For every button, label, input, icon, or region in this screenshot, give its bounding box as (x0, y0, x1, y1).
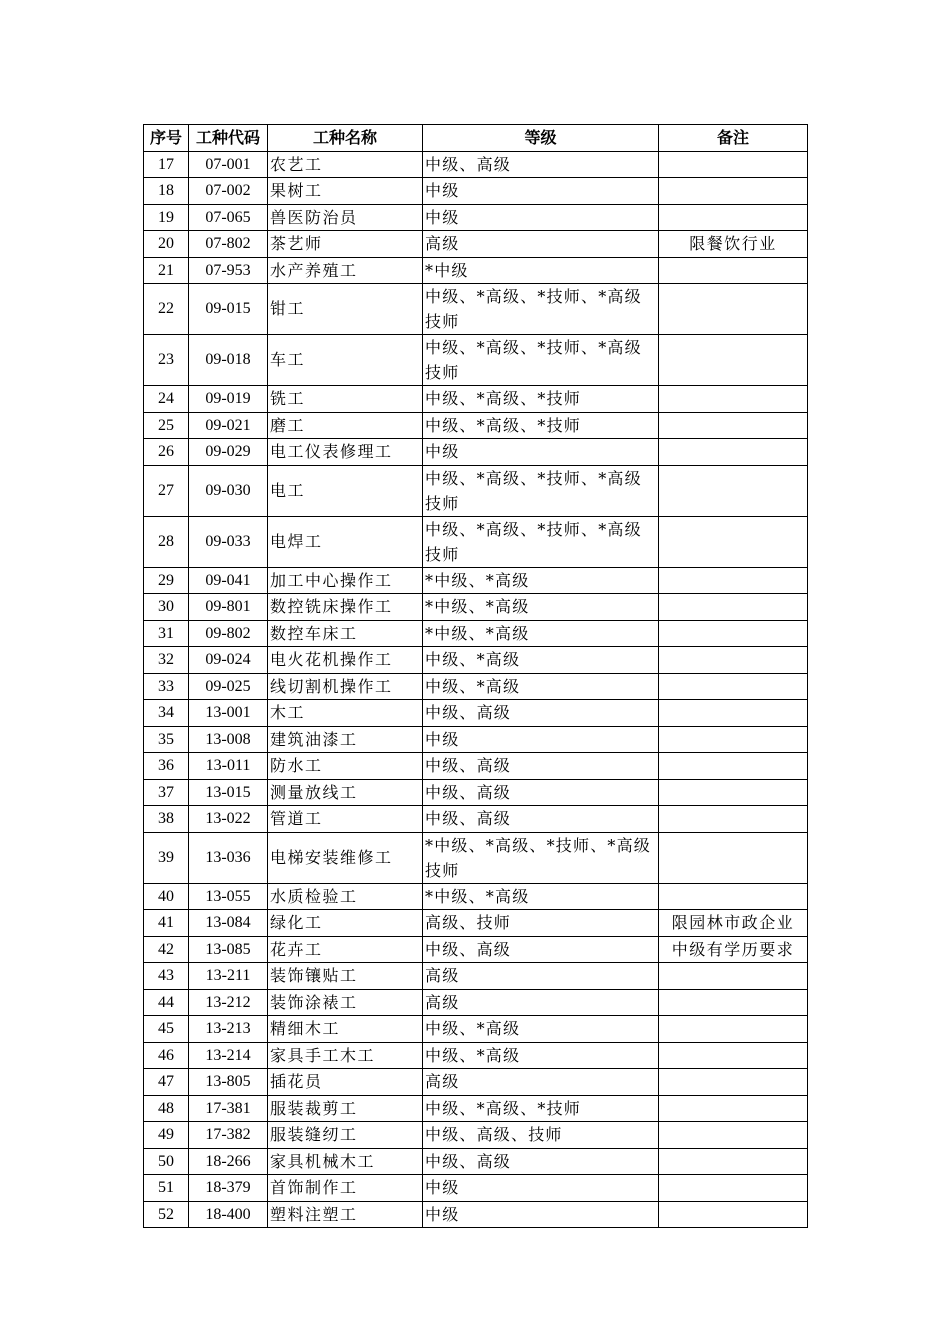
cell-remarks (659, 673, 808, 700)
cell-remarks (659, 963, 808, 990)
cell-occupation-name: 数控铣床操作工 (268, 594, 423, 621)
cell-grade: 中级、高级 (423, 700, 659, 727)
cell-grade: 中级、*高级、*技师 (423, 386, 659, 413)
cell-occupation-name: 家具手工木工 (268, 1042, 423, 1069)
cell-grade: *中级、*高级 (423, 620, 659, 647)
table-body (144, 151, 808, 1228)
table-row (144, 620, 808, 647)
header-occupation-name: 工种名称 (268, 125, 423, 152)
cell-grade: 中级、高级 (423, 1148, 659, 1175)
cell-serial-number: 51 (144, 1175, 189, 1202)
cell-occupation-name: 果树工 (268, 178, 423, 205)
cell-grade: 中级、*高级、*技师 (423, 1095, 659, 1122)
cell-remarks (659, 1122, 808, 1149)
header-remarks: 备注 (659, 125, 808, 152)
cell-occupation-code: 07-953 (189, 257, 268, 284)
cell-remarks (659, 567, 808, 594)
cell-occupation-name: 水产养殖工 (268, 257, 423, 284)
cell-occupation-code: 09-025 (189, 673, 268, 700)
cell-occupation-name: 车工 (268, 335, 423, 386)
cell-serial-number: 41 (144, 910, 189, 937)
cell-grade: 中级、高级 (423, 753, 659, 780)
table-row (144, 883, 808, 910)
cell-remarks (659, 412, 808, 439)
cell-occupation-name: 服装裁剪工 (268, 1095, 423, 1122)
header-grade: 等级 (423, 125, 659, 152)
cell-occupation-code: 13-214 (189, 1042, 268, 1069)
cell-serial-number: 18 (144, 178, 189, 205)
cell-serial-number: 32 (144, 647, 189, 674)
cell-occupation-name: 茶艺师 (268, 231, 423, 258)
cell-occupation-name: 铣工 (268, 386, 423, 413)
table-row (144, 257, 808, 284)
cell-occupation-code: 09-015 (189, 284, 268, 335)
cell-grade: 中级、高级 (423, 779, 659, 806)
cell-occupation-code: 13-055 (189, 883, 268, 910)
cell-grade: *中级、*高级 (423, 594, 659, 621)
cell-occupation-code: 13-213 (189, 1016, 268, 1043)
cell-occupation-code: 13-011 (189, 753, 268, 780)
cell-remarks (659, 779, 808, 806)
table-row (144, 989, 808, 1016)
cell-remarks (659, 1095, 808, 1122)
cell-occupation-name: 钳工 (268, 284, 423, 335)
cell-occupation-name: 绿化工 (268, 910, 423, 937)
cell-occupation-code: 13-022 (189, 806, 268, 833)
cell-grade: 中级、*高级 (423, 1042, 659, 1069)
cell-occupation-name: 建筑油漆工 (268, 726, 423, 753)
table-row (144, 936, 808, 963)
table-row (144, 779, 808, 806)
cell-occupation-code: 09-041 (189, 567, 268, 594)
cell-serial-number: 37 (144, 779, 189, 806)
cell-occupation-code: 13-001 (189, 700, 268, 727)
cell-occupation-code: 13-036 (189, 832, 268, 883)
cell-occupation-code: 09-802 (189, 620, 268, 647)
cell-serial-number: 25 (144, 412, 189, 439)
header-occupation-code: 工种代码 (189, 125, 268, 152)
cell-remarks (659, 832, 808, 883)
table-row (144, 465, 808, 516)
cell-occupation-name: 电工 (268, 465, 423, 516)
cell-remarks (659, 1201, 808, 1228)
table-row (144, 806, 808, 833)
cell-occupation-code: 18-400 (189, 1201, 268, 1228)
cell-occupation-name: 管道工 (268, 806, 423, 833)
cell-grade: 中级、*高级、*技师、*高级技师 (423, 516, 659, 567)
cell-occupation-name: 插花员 (268, 1069, 423, 1096)
table-row (144, 204, 808, 231)
cell-remarks (659, 1148, 808, 1175)
cell-occupation-code: 07-065 (189, 204, 268, 231)
cell-serial-number: 47 (144, 1069, 189, 1096)
table-row (144, 963, 808, 990)
cell-occupation-code: 13-084 (189, 910, 268, 937)
cell-serial-number: 29 (144, 567, 189, 594)
cell-grade: 中级、*高级、*技师、*高级技师 (423, 465, 659, 516)
cell-occupation-name: 装饰涂裱工 (268, 989, 423, 1016)
cell-grade: 中级、*高级 (423, 647, 659, 674)
cell-grade: 中级、高级 (423, 936, 659, 963)
cell-occupation-name: 电焊工 (268, 516, 423, 567)
table-row (144, 1175, 808, 1202)
cell-remarks (659, 726, 808, 753)
cell-grade: 中级 (423, 1201, 659, 1228)
cell-occupation-code: 07-001 (189, 151, 268, 178)
cell-occupation-code: 18-379 (189, 1175, 268, 1202)
occupation-grade-table (143, 124, 808, 1228)
cell-remarks (659, 753, 808, 780)
cell-remarks (659, 883, 808, 910)
cell-serial-number: 33 (144, 673, 189, 700)
table-row (144, 335, 808, 386)
cell-serial-number: 38 (144, 806, 189, 833)
cell-occupation-code: 13-211 (189, 963, 268, 990)
cell-occupation-name: 电梯安装维修工 (268, 832, 423, 883)
table-row (144, 1016, 808, 1043)
cell-occupation-code: 17-381 (189, 1095, 268, 1122)
cell-remarks (659, 386, 808, 413)
cell-grade: 高级 (423, 1069, 659, 1096)
cell-remarks (659, 178, 808, 205)
cell-occupation-name: 塑料注塑工 (268, 1201, 423, 1228)
table-row (144, 1201, 808, 1228)
cell-remarks (659, 1016, 808, 1043)
table-row (144, 647, 808, 674)
cell-remarks (659, 1042, 808, 1069)
cell-serial-number: 49 (144, 1122, 189, 1149)
cell-grade: 中级、高级、技师 (423, 1122, 659, 1149)
cell-occupation-name: 防水工 (268, 753, 423, 780)
cell-grade: 中级、高级 (423, 151, 659, 178)
cell-grade: *中级、*高级、*技师、*高级技师 (423, 832, 659, 883)
cell-grade: *中级 (423, 257, 659, 284)
cell-occupation-name: 精细木工 (268, 1016, 423, 1043)
cell-occupation-code: 17-382 (189, 1122, 268, 1149)
table-row (144, 439, 808, 466)
cell-occupation-name: 水质检验工 (268, 883, 423, 910)
cell-serial-number: 43 (144, 963, 189, 990)
cell-occupation-name: 磨工 (268, 412, 423, 439)
cell-occupation-name: 花卉工 (268, 936, 423, 963)
cell-grade: *中级、*高级 (423, 567, 659, 594)
table-row (144, 1042, 808, 1069)
cell-remarks (659, 151, 808, 178)
table-row (144, 726, 808, 753)
cell-occupation-code: 13-805 (189, 1069, 268, 1096)
cell-remarks (659, 647, 808, 674)
cell-serial-number: 17 (144, 151, 189, 178)
cell-serial-number: 50 (144, 1148, 189, 1175)
cell-serial-number: 39 (144, 832, 189, 883)
cell-serial-number: 24 (144, 386, 189, 413)
cell-occupation-code: 07-802 (189, 231, 268, 258)
cell-grade: 中级、*高级、*技师、*高级技师 (423, 335, 659, 386)
cell-remarks (659, 284, 808, 335)
cell-remarks (659, 465, 808, 516)
cell-serial-number: 42 (144, 936, 189, 963)
cell-grade: 中级 (423, 726, 659, 753)
cell-serial-number: 20 (144, 231, 189, 258)
cell-serial-number: 40 (144, 883, 189, 910)
header-serial-number: 序号 (144, 125, 189, 152)
cell-serial-number: 31 (144, 620, 189, 647)
cell-serial-number: 36 (144, 753, 189, 780)
cell-occupation-name: 首饰制作工 (268, 1175, 423, 1202)
cell-serial-number: 35 (144, 726, 189, 753)
cell-occupation-name: 木工 (268, 700, 423, 727)
cell-remarks (659, 335, 808, 386)
cell-occupation-name: 线切割机操作工 (268, 673, 423, 700)
cell-occupation-code: 13-015 (189, 779, 268, 806)
cell-serial-number: 21 (144, 257, 189, 284)
table-row (144, 1148, 808, 1175)
table-row (144, 700, 808, 727)
cell-occupation-code: 09-019 (189, 386, 268, 413)
cell-occupation-code: 07-002 (189, 178, 268, 205)
cell-occupation-code: 09-018 (189, 335, 268, 386)
cell-serial-number: 34 (144, 700, 189, 727)
cell-serial-number: 23 (144, 335, 189, 386)
cell-serial-number: 44 (144, 989, 189, 1016)
cell-remarks (659, 257, 808, 284)
cell-occupation-name: 装饰镶贴工 (268, 963, 423, 990)
cell-grade: 高级 (423, 963, 659, 990)
table-header-row (144, 125, 808, 152)
cell-grade: 中级、*高级 (423, 1016, 659, 1043)
cell-occupation-code: 09-029 (189, 439, 268, 466)
cell-serial-number: 27 (144, 465, 189, 516)
table-row (144, 594, 808, 621)
table-row (144, 151, 808, 178)
table-row (144, 412, 808, 439)
cell-occupation-code: 09-024 (189, 647, 268, 674)
cell-remarks: 限餐饮行业 (659, 231, 808, 258)
cell-grade: *中级、*高级 (423, 883, 659, 910)
cell-grade: 中级 (423, 204, 659, 231)
cell-occupation-name: 加工中心操作工 (268, 567, 423, 594)
cell-grade: 中级、*高级 (423, 673, 659, 700)
cell-occupation-code: 13-008 (189, 726, 268, 753)
cell-grade: 中级、高级 (423, 806, 659, 833)
cell-grade: 高级 (423, 231, 659, 258)
cell-remarks (659, 620, 808, 647)
cell-remarks (659, 989, 808, 1016)
table-row (144, 910, 808, 937)
table-row (144, 567, 808, 594)
cell-occupation-code: 09-030 (189, 465, 268, 516)
cell-remarks (659, 700, 808, 727)
cell-serial-number: 48 (144, 1095, 189, 1122)
cell-grade: 高级、技师 (423, 910, 659, 937)
table-row (144, 673, 808, 700)
cell-occupation-code: 09-801 (189, 594, 268, 621)
cell-remarks (659, 594, 808, 621)
cell-occupation-name: 电工仪表修理工 (268, 439, 423, 466)
cell-remarks (659, 204, 808, 231)
cell-remarks (659, 806, 808, 833)
cell-serial-number: 19 (144, 204, 189, 231)
cell-serial-number: 45 (144, 1016, 189, 1043)
cell-occupation-name: 测量放线工 (268, 779, 423, 806)
cell-grade: 中级 (423, 1175, 659, 1202)
cell-serial-number: 28 (144, 516, 189, 567)
cell-occupation-code: 13-212 (189, 989, 268, 1016)
table-row (144, 1095, 808, 1122)
cell-remarks (659, 516, 808, 567)
table-row (144, 516, 808, 567)
cell-remarks (659, 1175, 808, 1202)
cell-remarks (659, 439, 808, 466)
cell-occupation-code: 13-085 (189, 936, 268, 963)
cell-serial-number: 26 (144, 439, 189, 466)
cell-remarks: 限园林市政企业 (659, 910, 808, 937)
cell-remarks (659, 1069, 808, 1096)
cell-occupation-code: 09-033 (189, 516, 268, 567)
cell-serial-number: 22 (144, 284, 189, 335)
table-row (144, 178, 808, 205)
cell-remarks: 中级有学历要求 (659, 936, 808, 963)
cell-grade: 中级 (423, 178, 659, 205)
table-row (144, 1069, 808, 1096)
cell-serial-number: 30 (144, 594, 189, 621)
cell-occupation-name: 家具机械木工 (268, 1148, 423, 1175)
table-row (144, 386, 808, 413)
cell-serial-number: 52 (144, 1201, 189, 1228)
table-row (144, 231, 808, 258)
cell-grade: 中级 (423, 439, 659, 466)
cell-grade: 高级 (423, 989, 659, 1016)
cell-occupation-code: 18-266 (189, 1148, 268, 1175)
cell-occupation-code: 09-021 (189, 412, 268, 439)
table-row (144, 832, 808, 883)
table-row (144, 284, 808, 335)
cell-occupation-name: 服装缝纫工 (268, 1122, 423, 1149)
cell-grade: 中级、*高级、*技师 (423, 412, 659, 439)
cell-grade: 中级、*高级、*技师、*高级技师 (423, 284, 659, 335)
table-row (144, 753, 808, 780)
cell-occupation-name: 数控车床工 (268, 620, 423, 647)
cell-occupation-name: 兽医防治员 (268, 204, 423, 231)
cell-serial-number: 46 (144, 1042, 189, 1069)
cell-occupation-name: 电火花机操作工 (268, 647, 423, 674)
cell-occupation-name: 农艺工 (268, 151, 423, 178)
table-row (144, 1122, 808, 1149)
